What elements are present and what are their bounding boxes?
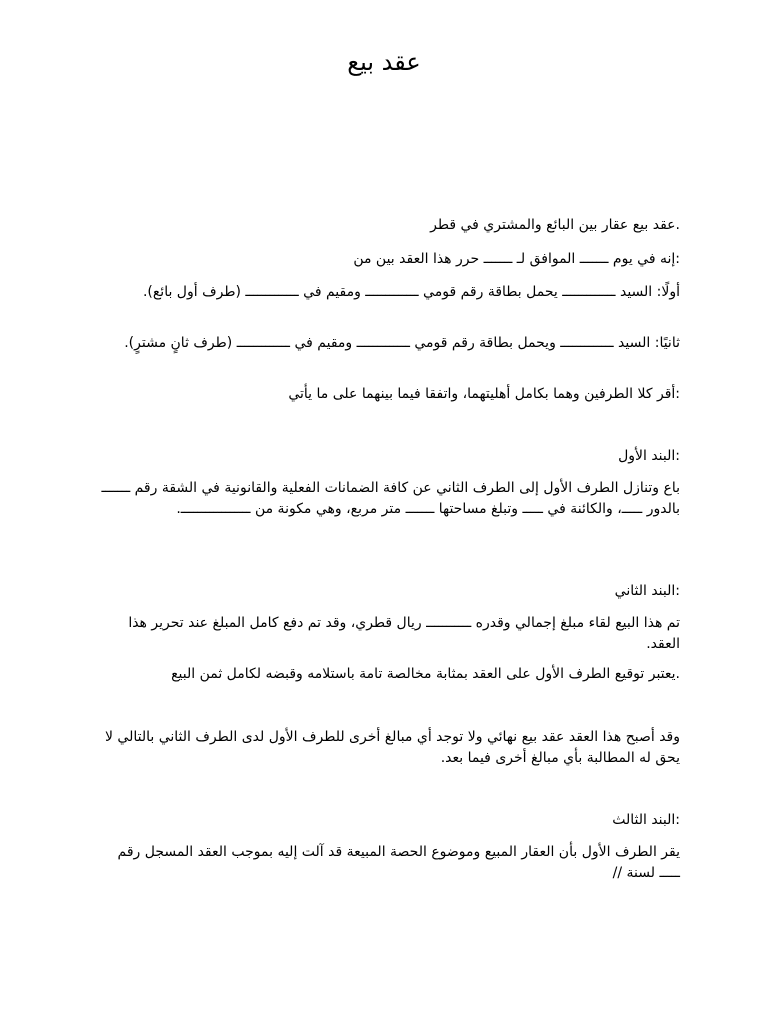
clause-heading-third: :البند الثالث	[612, 812, 680, 828]
paragraph-second-party: ثانيًا: السيد ـــــــــــــ ويحمل بطاقة رقم قومي ـــــــــــــ ومقيم في ـــــــــــــ (طرف ثانٍ مشترٍ).	[124, 335, 680, 351]
clause-second-final-note: وقد أصبح هذا العقد عقد بيع نهائي ولا توجد أي مبالغ أخرى للطرف الأول لدى الطرف الثاني بالتالي لا يحق له المطالبة بأي مبالغ أخرى فيما بعد.	[104, 729, 680, 766]
clause-heading-second: :البند الثاني	[614, 583, 680, 599]
clause-heading-first: :البند الأول	[618, 448, 680, 464]
document-title: عقد بيع	[347, 48, 421, 76]
clause-second-text: تم هذا البيع لقاء مبلغ إجمالي وقدره ـــــــــــ ريال قطري، وقد تم دفع كامل المبلغ عند تحرير هذا العقد.	[128, 615, 680, 652]
clause-first-text: باع وتنازل الطرف الأول إلى الطرف الثاني عن كافة الضمانات الفعلية والقانونية في الشقة رقم ـــــــ بالدور ـــــ، والكائنة في ـــــ وتبلغ مساحتها ـــــــ متر مربع، وهي مكونة من ـــــــــــــــــ.	[101, 480, 680, 517]
clause-second-signature-note: .يعتبر توقيع الطرف الأول على العقد بمثابة مخالصة تامة باستلامه وقبضه لكامل ثمن البيع	[171, 666, 680, 682]
clause-third-text: يقر الطرف الأول بأن العقار المبيع وموضوع الحصة المبيعة قد آلت إليه بموجب العقد المسجل رقم ـــــ لسنة //	[117, 844, 680, 881]
paragraph-date: :إنه في يوم ـــــــ الموافق لـ ـــــــ حرر هذا العقد بين من	[353, 251, 680, 267]
paragraph-intro: .عقد بيع عقار بين البائع والمشتري في قطر	[430, 217, 680, 233]
paragraph-agreement: :أقر كلا الطرفين وهما بكامل أهليتهما، واتفقا فيما بينهما على ما يأتي	[288, 386, 680, 402]
paragraph-first-party: أولًا: السيد ـــــــــــــ يحمل بطاقة رقم قومي ـــــــــــــ ومقيم في ـــــــــــــ (طرف أول بائع).	[142, 284, 680, 300]
